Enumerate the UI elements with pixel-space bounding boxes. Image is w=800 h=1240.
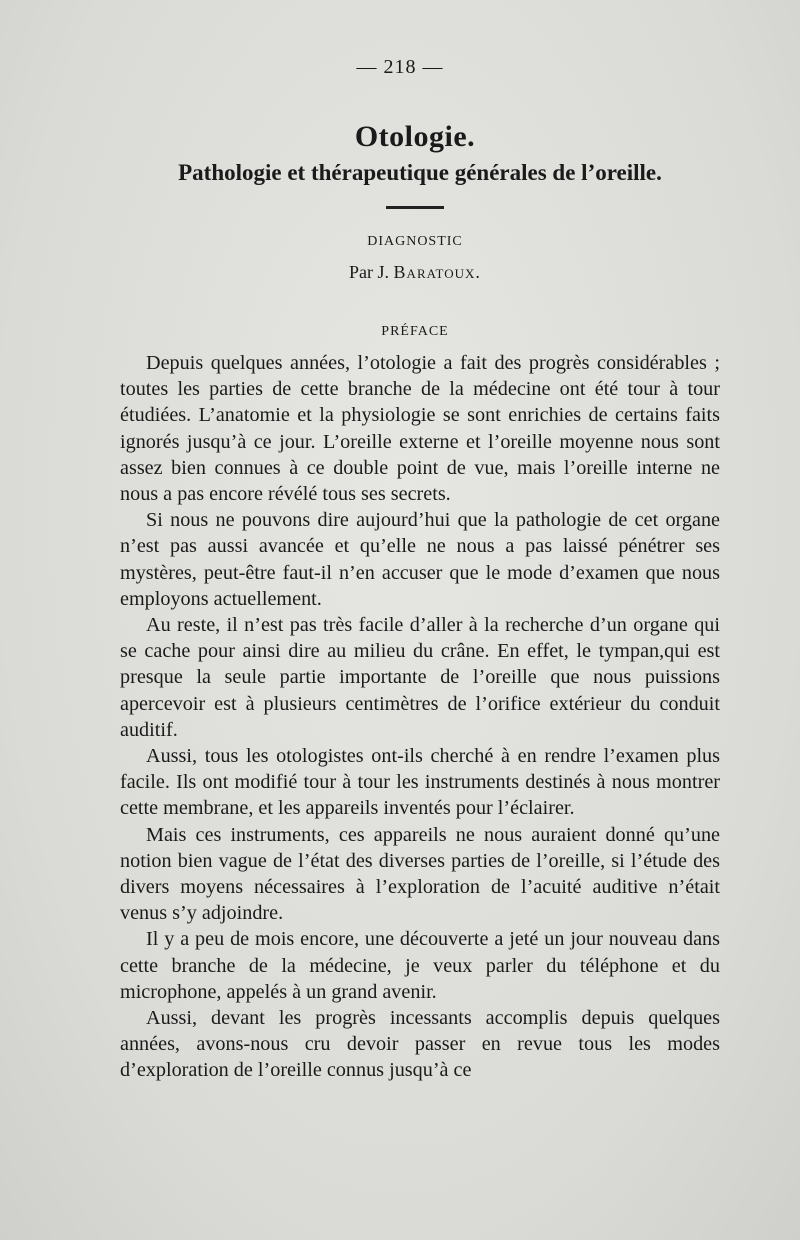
paragraph: Il y a peu de mois encore, une découverte a jeté un jour nouveau dans cette branche de la médecine, je veux parler du téléphone et du microphone, appelés à un grand avenir. xyxy=(120,928,720,1003)
paragraph: Aussi, devant les progrès incessants accomplis depuis quelques années, avons-nous cru devoir passer en revue tous les modes d’exploration de l’oreille connus jusqu’à ce xyxy=(120,1007,720,1082)
paragraph: Aussi, tous les otologistes ont-ils cherché à en rendre l’examen plus facile. Ils ont modifié tour à tour les instruments destinés à nous montrer cette membrane, et les appareils inventés pour l’éclairer. xyxy=(120,745,720,820)
paragraph: Si nous ne pouvons dire aujourd’hui que la pathologie de cet organe n’est pas aussi avancée et qu’elle ne nous a pas laissé pénétrer ses mystères, peut-être faut-il n’en accuser que le mode d’examen que nous employons actuellement. xyxy=(120,509,720,610)
paragraph: Depuis quelques années, l’otologie a fait des progrès considérables ; toutes les parties de cette branche de la médecine ont été tour à tour étudiées. L’anatomie et la physiologie se sont enrichies de certains faits ignorés jusqu’à ce jour. L’oreille externe et l’oreille moyenne nous sont assez bien connues à ce double point de vue, mais l’oreille interne ne nous a pas encore révélé tous ses secrets. xyxy=(120,352,720,506)
subtitle: Pathologie et thérapeutique générales de l’oreille. xyxy=(178,160,662,185)
paragraph: Au reste, il n’est pas très facile d’aller à la recherche d’un organe qui se cache pour ainsi dire au milieu du crâne. En effet, le tympan,qui est presque la seule partie importante de l’oreille que nous puissions apercevoir est à plusieurs centimètres de l’orifice extérieur du conduit auditif. xyxy=(120,614,720,741)
author-name: Baratoux. xyxy=(393,262,481,282)
body-text xyxy=(120,350,720,1084)
title-rule xyxy=(386,206,444,209)
page-number: — 218 — xyxy=(356,56,444,78)
section-title: Otologie. xyxy=(354,120,476,153)
author-line xyxy=(0,262,800,283)
preface-heading: PRÉFACE xyxy=(381,324,449,339)
heading-diagnostic: DIAGNOSTIC xyxy=(367,234,463,249)
author-prefix: Par J. xyxy=(349,262,390,282)
paragraph: Mais ces instruments, ces appareils ne nous auraient donné qu’une notion bien vague de l’état des diverses parties de l’oreille, si l’étude des divers moyens nécessaires à l’exploration de l’acuité auditive n’était venus s’y adjoindre. xyxy=(120,823,720,925)
